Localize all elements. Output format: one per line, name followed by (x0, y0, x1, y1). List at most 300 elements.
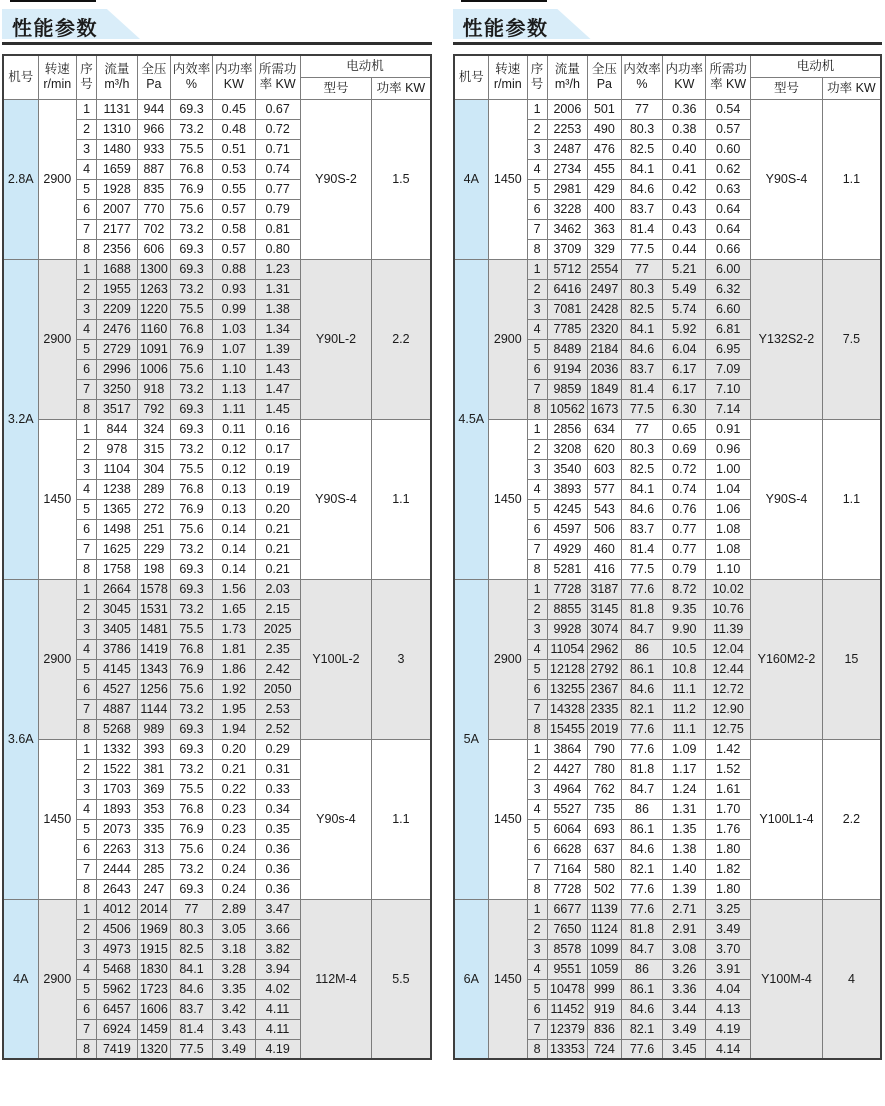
pressure-cell: 836 (588, 1019, 621, 1039)
power-cell: 0.13 (212, 479, 255, 499)
pressure-cell: 506 (588, 519, 621, 539)
pressure-cell: 198 (137, 559, 170, 579)
column-header-motor-power: 功率 KW (372, 77, 431, 99)
flow-cell: 1365 (97, 499, 138, 519)
flow-cell: 1310 (97, 119, 138, 139)
required-power-cell: 3.91 (706, 959, 751, 979)
efficiency-cell: 76.9 (171, 179, 213, 199)
seq-cell: 2 (77, 759, 97, 779)
seq-cell: 3 (77, 459, 97, 479)
seq-cell: 1 (527, 99, 547, 119)
seq-cell: 7 (77, 859, 97, 879)
motor-power-cell: 1.1 (372, 739, 431, 899)
efficiency-cell: 84.1 (621, 319, 663, 339)
flow-cell: 5712 (547, 259, 588, 279)
power-cell: 3.44 (663, 999, 706, 1019)
power-cell: 1.56 (212, 579, 255, 599)
pressure-cell: 620 (588, 439, 621, 459)
efficiency-cell: 77.5 (621, 559, 663, 579)
flow-cell: 5527 (547, 799, 588, 819)
power-cell: 3.42 (212, 999, 255, 1019)
seq-cell: 6 (527, 359, 547, 379)
efficiency-cell: 86 (621, 639, 663, 659)
flow-cell: 13353 (547, 1039, 588, 1059)
required-power-cell: 0.80 (255, 239, 300, 259)
seq-cell: 6 (77, 519, 97, 539)
power-cell: 0.38 (663, 119, 706, 139)
column-header-pressure: 全压 Pa (588, 55, 621, 99)
efficiency-cell: 77.5 (621, 399, 663, 419)
seq-cell: 3 (527, 299, 547, 319)
seq-cell: 4 (77, 159, 97, 179)
flow-cell: 1928 (97, 179, 138, 199)
power-cell: 0.41 (663, 159, 706, 179)
column-header-required: 所需功 率 KW (706, 55, 751, 99)
seq-cell: 6 (77, 839, 97, 859)
required-power-cell: 6.00 (706, 259, 751, 279)
required-power-cell: 0.21 (255, 519, 300, 539)
seq-cell: 5 (527, 819, 547, 839)
pressure-cell: 770 (137, 199, 170, 219)
column-header-efficiency: 内效率 % (171, 55, 213, 99)
power-cell: 0.58 (212, 219, 255, 239)
seq-cell: 4 (527, 479, 547, 499)
seq-cell: 4 (527, 959, 547, 979)
flow-cell: 2444 (97, 859, 138, 879)
pressure-cell: 3187 (588, 579, 621, 599)
seq-cell: 5 (77, 179, 97, 199)
required-power-cell: 1.42 (706, 739, 751, 759)
power-cell: 0.43 (663, 199, 706, 219)
pressure-cell: 1459 (137, 1019, 170, 1039)
pressure-cell: 324 (137, 419, 170, 439)
pressure-cell: 1606 (137, 999, 170, 1019)
speed-cell: 2900 (489, 579, 527, 739)
efficiency-cell: 76.8 (171, 479, 213, 499)
flow-cell: 2209 (97, 299, 138, 319)
flow-cell: 4145 (97, 659, 138, 679)
seq-cell: 6 (527, 519, 547, 539)
flow-cell: 4964 (547, 779, 588, 799)
pressure-cell: 603 (588, 459, 621, 479)
motor-power-cell: 4 (822, 899, 881, 1059)
required-power-cell: 11.39 (706, 619, 751, 639)
power-cell: 0.65 (663, 419, 706, 439)
pressure-cell: 490 (588, 119, 621, 139)
pressure-cell: 2335 (588, 699, 621, 719)
flow-cell: 3228 (547, 199, 588, 219)
seq-cell: 1 (527, 579, 547, 599)
seq-cell: 5 (77, 659, 97, 679)
required-power-cell: 0.79 (255, 199, 300, 219)
required-power-cell: 2025 (255, 619, 300, 639)
flow-cell: 12379 (547, 1019, 588, 1039)
required-power-cell: 1.47 (255, 379, 300, 399)
flow-cell: 15455 (547, 719, 588, 739)
required-power-cell: 0.34 (255, 799, 300, 819)
power-cell: 0.55 (212, 179, 255, 199)
required-power-cell: 7.14 (706, 399, 751, 419)
seq-cell: 5 (77, 819, 97, 839)
pressure-cell: 501 (588, 99, 621, 119)
flow-cell: 6457 (97, 999, 138, 1019)
pressure-cell: 577 (588, 479, 621, 499)
power-cell: 0.24 (212, 879, 255, 899)
required-power-cell: 2.53 (255, 699, 300, 719)
pressure-cell: 1124 (588, 919, 621, 939)
efficiency-cell: 84.1 (621, 479, 663, 499)
pressure-cell: 2014 (137, 899, 170, 919)
required-power-cell: 0.72 (255, 119, 300, 139)
motor-model-cell: Y90S-4 (751, 99, 823, 259)
efficiency-cell: 77.6 (621, 899, 663, 919)
seq-cell: 5 (527, 499, 547, 519)
model-cell: 4A (454, 99, 489, 259)
efficiency-cell: 86.1 (621, 659, 663, 679)
pressure-cell: 429 (588, 179, 621, 199)
data-row (3, 419, 431, 439)
flow-cell: 2856 (547, 419, 588, 439)
motor-model-cell: Y90S-2 (300, 99, 372, 259)
seq-cell: 6 (77, 679, 97, 699)
required-power-cell: 0.20 (255, 499, 300, 519)
power-cell: 6.17 (663, 359, 706, 379)
seq-cell: 6 (527, 839, 547, 859)
efficiency-cell: 69.3 (171, 559, 213, 579)
efficiency-cell: 84.1 (171, 959, 213, 979)
performance-table (453, 54, 883, 1060)
efficiency-cell: 81.4 (171, 1019, 213, 1039)
efficiency-cell: 81.4 (621, 539, 663, 559)
power-cell: 1.11 (212, 399, 255, 419)
seq-cell: 7 (77, 1019, 97, 1039)
required-power-cell: 4.14 (706, 1039, 751, 1059)
seq-cell: 1 (527, 419, 547, 439)
speed-cell: 1450 (489, 99, 527, 259)
required-power-cell: 6.60 (706, 299, 751, 319)
seq-cell: 5 (527, 179, 547, 199)
flow-cell: 1659 (97, 159, 138, 179)
power-cell: 1.95 (212, 699, 255, 719)
seq-cell: 5 (527, 979, 547, 999)
seq-cell: 2 (527, 599, 547, 619)
seq-cell: 7 (527, 859, 547, 879)
seq-cell: 2 (527, 439, 547, 459)
page-edge-mark (461, 0, 547, 2)
motor-power-cell: 2.2 (822, 739, 881, 899)
seq-cell: 8 (77, 1039, 97, 1059)
column-header-motor-power: 功率 KW (822, 77, 881, 99)
flow-cell: 2981 (547, 179, 588, 199)
required-power-cell: 0.91 (706, 419, 751, 439)
power-cell: 2.89 (212, 899, 255, 919)
flow-cell: 3709 (547, 239, 588, 259)
seq-cell: 3 (77, 299, 97, 319)
pressure-cell: 2962 (588, 639, 621, 659)
flow-cell: 1332 (97, 739, 138, 759)
required-power-cell: 1.00 (706, 459, 751, 479)
power-cell: 0.20 (212, 739, 255, 759)
efficiency-cell: 77.5 (171, 1039, 213, 1059)
section-title: 性能参数 (12, 18, 98, 40)
power-cell: 10.5 (663, 639, 706, 659)
motor-power-cell: 1.1 (822, 99, 881, 259)
pressure-cell: 3145 (588, 599, 621, 619)
required-power-cell: 4.04 (706, 979, 751, 999)
pressure-cell: 1263 (137, 279, 170, 299)
pressure-cell: 606 (137, 239, 170, 259)
efficiency-cell: 69.3 (171, 239, 213, 259)
required-power-cell: 1.10 (706, 559, 751, 579)
seq-cell: 1 (527, 739, 547, 759)
seq-cell: 1 (77, 259, 97, 279)
pressure-cell: 2497 (588, 279, 621, 299)
motor-power-cell: 7.5 (822, 259, 881, 419)
required-power-cell: 6.32 (706, 279, 751, 299)
seq-cell: 3 (77, 939, 97, 959)
section-title: 性能参数 (462, 18, 549, 40)
flow-cell: 3864 (547, 739, 588, 759)
efficiency-cell: 81.8 (621, 599, 663, 619)
seq-cell: 8 (527, 399, 547, 419)
seq-cell: 4 (527, 159, 547, 179)
power-cell: 11.1 (663, 719, 706, 739)
efficiency-cell: 75.6 (171, 839, 213, 859)
flow-cell: 6628 (547, 839, 588, 859)
data-row (454, 259, 882, 279)
power-cell: 0.99 (212, 299, 255, 319)
seq-cell: 3 (77, 619, 97, 639)
required-power-cell: 0.21 (255, 539, 300, 559)
pressure-cell: 1723 (137, 979, 170, 999)
required-power-cell: 12.44 (706, 659, 751, 679)
efficiency-cell: 73.2 (171, 439, 213, 459)
efficiency-cell: 77.6 (621, 879, 663, 899)
column-header-flow: 流量 m³/h (97, 55, 138, 99)
pressure-cell: 289 (137, 479, 170, 499)
flow-cell: 1893 (97, 799, 138, 819)
required-power-cell: 1.70 (706, 799, 751, 819)
power-cell: 3.36 (663, 979, 706, 999)
required-power-cell: 0.77 (255, 179, 300, 199)
pressure-cell: 502 (588, 879, 621, 899)
flow-cell: 6064 (547, 819, 588, 839)
efficiency-cell: 75.5 (171, 459, 213, 479)
required-power-cell: 0.21 (255, 559, 300, 579)
efficiency-cell: 69.3 (171, 399, 213, 419)
flow-cell: 5281 (547, 559, 588, 579)
pressure-cell: 724 (588, 1039, 621, 1059)
required-power-cell: 3.70 (706, 939, 751, 959)
pressure-cell: 416 (588, 559, 621, 579)
efficiency-cell: 69.3 (171, 719, 213, 739)
efficiency-cell: 80.3 (621, 439, 663, 459)
motor-model-cell: Y132S2-2 (751, 259, 823, 419)
required-power-cell: 0.62 (706, 159, 751, 179)
flow-cell: 7728 (547, 579, 588, 599)
flow-cell: 7164 (547, 859, 588, 879)
speed-cell: 1450 (38, 419, 76, 579)
seq-cell: 4 (527, 799, 547, 819)
power-cell: 1.92 (212, 679, 255, 699)
pressure-cell: 1099 (588, 939, 621, 959)
power-cell: 0.12 (212, 439, 255, 459)
required-power-cell: 0.81 (255, 219, 300, 239)
seq-cell: 5 (77, 979, 97, 999)
efficiency-cell: 73.2 (171, 219, 213, 239)
power-cell: 0.36 (663, 99, 706, 119)
flow-cell: 2996 (97, 359, 138, 379)
efficiency-cell: 73.2 (171, 539, 213, 559)
pressure-cell: 2320 (588, 319, 621, 339)
required-power-cell: 0.63 (706, 179, 751, 199)
flow-cell: 1758 (97, 559, 138, 579)
column-header-model: 机号 (3, 55, 38, 99)
seq-cell: 8 (527, 239, 547, 259)
power-cell: 0.22 (212, 779, 255, 799)
power-cell: 0.93 (212, 279, 255, 299)
efficiency-cell: 75.6 (171, 359, 213, 379)
efficiency-cell: 75.6 (171, 199, 213, 219)
required-power-cell: 3.25 (706, 899, 751, 919)
pressure-cell: 966 (137, 119, 170, 139)
power-cell: 0.74 (663, 479, 706, 499)
efficiency-cell: 84.6 (621, 679, 663, 699)
column-header-seq: 序 号 (77, 55, 97, 99)
pressure-cell: 363 (588, 219, 621, 239)
seq-cell: 2 (527, 119, 547, 139)
seq-cell: 3 (527, 939, 547, 959)
flow-cell: 3462 (547, 219, 588, 239)
efficiency-cell: 76.8 (171, 639, 213, 659)
pressure-cell: 381 (137, 759, 170, 779)
power-cell: 1.03 (212, 319, 255, 339)
required-power-cell: 4.13 (706, 999, 751, 1019)
seq-cell: 7 (527, 699, 547, 719)
pressure-cell: 460 (588, 539, 621, 559)
power-cell: 1.24 (663, 779, 706, 799)
pressure-cell: 313 (137, 839, 170, 859)
model-cell: 3.2A (3, 259, 38, 579)
seq-cell: 8 (527, 719, 547, 739)
efficiency-cell: 82.1 (621, 699, 663, 719)
power-cell: 0.14 (212, 559, 255, 579)
efficiency-cell: 84.6 (621, 999, 663, 1019)
model-cell: 3.6A (3, 579, 38, 899)
flow-cell: 2356 (97, 239, 138, 259)
pressure-cell: 315 (137, 439, 170, 459)
motor-model-cell: 112M-4 (300, 899, 372, 1059)
required-power-cell: 4.19 (255, 1039, 300, 1059)
flow-cell: 3540 (547, 459, 588, 479)
column-header-motor-model: 型号 (300, 77, 372, 99)
motor-model-cell: Y100L-2 (300, 579, 372, 739)
pressure-cell: 887 (137, 159, 170, 179)
speed-cell: 2900 (38, 899, 76, 1059)
required-power-cell: 7.09 (706, 359, 751, 379)
seq-cell: 2 (527, 919, 547, 939)
efficiency-cell: 82.1 (621, 859, 663, 879)
flow-cell: 2263 (97, 839, 138, 859)
flow-cell: 2007 (97, 199, 138, 219)
flow-cell: 2487 (547, 139, 588, 159)
efficiency-cell: 86.1 (621, 979, 663, 999)
seq-cell: 1 (77, 419, 97, 439)
seq-cell: 3 (527, 779, 547, 799)
flow-cell: 4929 (547, 539, 588, 559)
power-cell: 9.35 (663, 599, 706, 619)
pressure-cell: 1673 (588, 399, 621, 419)
flow-cell: 10478 (547, 979, 588, 999)
efficiency-cell: 81.8 (621, 759, 663, 779)
flow-cell: 3893 (547, 479, 588, 499)
title-underline (2, 42, 432, 45)
power-cell: 1.73 (212, 619, 255, 639)
pressure-cell: 637 (588, 839, 621, 859)
data-row (454, 419, 882, 439)
flow-cell: 3250 (97, 379, 138, 399)
data-row (3, 899, 431, 919)
required-power-cell: 1.34 (255, 319, 300, 339)
power-cell: 1.07 (212, 339, 255, 359)
seq-cell: 4 (77, 799, 97, 819)
power-cell: 0.42 (663, 179, 706, 199)
seq-cell: 6 (77, 359, 97, 379)
efficiency-cell: 77 (621, 419, 663, 439)
seq-cell: 8 (527, 559, 547, 579)
pressure-cell: 304 (137, 459, 170, 479)
efficiency-cell: 84.6 (621, 499, 663, 519)
required-power-cell: 2.15 (255, 599, 300, 619)
column-header-power: 内功率 KW (663, 55, 706, 99)
required-power-cell: 2.03 (255, 579, 300, 599)
efficiency-cell: 77.6 (621, 579, 663, 599)
required-power-cell: 1.80 (706, 839, 751, 859)
power-cell: 0.48 (212, 119, 255, 139)
required-power-cell: 1.31 (255, 279, 300, 299)
pressure-cell: 835 (137, 179, 170, 199)
seq-cell: 1 (527, 259, 547, 279)
flow-cell: 13255 (547, 679, 588, 699)
power-cell: 1.65 (212, 599, 255, 619)
flow-cell: 9194 (547, 359, 588, 379)
power-cell: 0.69 (663, 439, 706, 459)
pressure-cell: 251 (137, 519, 170, 539)
column-header-efficiency: 内效率 % (621, 55, 663, 99)
pressure-cell: 400 (588, 199, 621, 219)
power-cell: 5.92 (663, 319, 706, 339)
efficiency-cell: 69.3 (171, 579, 213, 599)
power-cell: 0.44 (663, 239, 706, 259)
power-cell: 1.81 (212, 639, 255, 659)
required-power-cell: 1.04 (706, 479, 751, 499)
pressure-cell: 634 (588, 419, 621, 439)
power-cell: 1.17 (663, 759, 706, 779)
motor-power-cell: 1.5 (372, 99, 431, 259)
power-cell: 0.77 (663, 519, 706, 539)
pressure-cell: 455 (588, 159, 621, 179)
efficiency-cell: 75.5 (171, 779, 213, 799)
required-power-cell: 3.49 (706, 919, 751, 939)
required-power-cell: 0.19 (255, 459, 300, 479)
performance-table (2, 54, 432, 1060)
pressure-cell: 999 (588, 979, 621, 999)
flow-cell: 8578 (547, 939, 588, 959)
flow-cell: 2643 (97, 879, 138, 899)
required-power-cell: 4.19 (706, 1019, 751, 1039)
seq-cell: 4 (77, 319, 97, 339)
pressure-cell: 790 (588, 739, 621, 759)
